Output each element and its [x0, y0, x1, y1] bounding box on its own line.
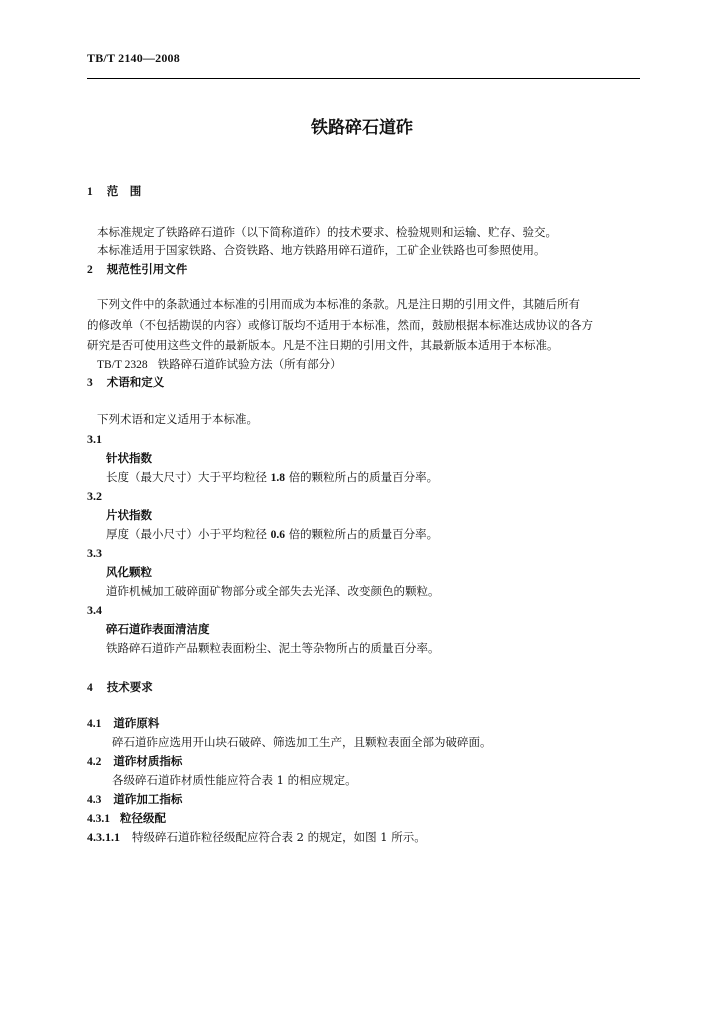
subsection-number: 4.3.1 [87, 813, 110, 825]
definition-text: 长度（最大尺寸）大于平均粒径 [106, 470, 267, 484]
section-2-heading [87, 261, 187, 278]
subsection-number: 4.1 [87, 718, 102, 730]
subsection-number: 4.2 [87, 756, 102, 768]
subsection-title: 道砟材质指标 [113, 754, 183, 768]
term-3-1-title: 针状指数 [106, 451, 152, 465]
subsection-number: 4.3 [87, 794, 102, 806]
section-number: 3 [87, 377, 93, 389]
term-3-1-number: 3.1 [87, 432, 102, 446]
header-rule [87, 78, 640, 79]
term-3-2-definition [106, 526, 438, 543]
s1-paragraph-2: 本标准适用于国家铁路、合资铁路、地方铁路用碎石道砟，工矿企业铁路也可参照使用。 [97, 243, 546, 257]
subsection-title: 粒径级配 [120, 811, 166, 825]
definition-value: 0.6 [270, 529, 286, 541]
term-3-1-definition [106, 469, 438, 486]
section-title: 技术要求 [106, 680, 153, 694]
term-3-4-title: 碎石道砟表面清洁度 [106, 622, 210, 636]
section-number: 2 [87, 264, 93, 276]
section-title: 规范性引用文件 [106, 262, 188, 276]
definition-text: 厚度（最小尺寸）小于平均粒径 [106, 527, 267, 541]
section-3-heading [87, 374, 164, 391]
definition-text: 倍的颗粒所占的质量百分率。 [288, 527, 439, 541]
s2-paragraph-line-3: 研究是否可使用这些文件的最新版本。凡是不注日期的引用文件，其最新版本适用于本标准。 [87, 338, 559, 352]
subsection-title: 道砟原料 [113, 716, 160, 730]
definition-text: 倍的颗粒所占的质量百分率。 [288, 470, 439, 484]
subsection-number: 4.3.1.1 [87, 830, 120, 844]
section-title: 术语和定义 [106, 375, 165, 389]
subsection-4-3-heading [87, 791, 182, 808]
s2-paragraph-line-2: 的修改单（不包括勘误的内容）或修订版均不适用于本标准，然而，鼓励根据本标准达成协议的各方 [87, 318, 593, 332]
subsection-4-2-text: 各级碎石道砟材质性能应符合表 1 的相应规定。 [112, 773, 357, 787]
document-title: 铁路碎石道砟 [311, 118, 413, 138]
s1-paragraph-1: 本标准规定了铁路碎石道砟（以下简称道砟）的技术要求、检验规则和运输、贮存、验交。 [97, 225, 557, 239]
reference-code: TB/T 2328 [97, 359, 148, 371]
subsection-text: 特级碎石道砟粒径级配应符合表 2 的规定，如图 1 所示。 [132, 830, 426, 844]
term-3-3-number: 3.3 [87, 546, 102, 560]
term-3-3-title: 风化颗粒 [106, 565, 152, 579]
section-number: 4 [87, 682, 93, 694]
term-3-2-number: 3.2 [87, 489, 102, 503]
subsection-4-3-1-heading [87, 810, 166, 827]
term-3-2-title: 片状指数 [106, 508, 152, 522]
section-number: 1 [87, 186, 93, 198]
subsection-4-3-1-1 [87, 829, 426, 845]
term-3-4-definition: 铁路碎石道砟产品颗粒表面粉尘、泥土等杂物所占的质量百分率。 [106, 641, 440, 655]
subsection-4-2-heading [87, 753, 182, 770]
page-header-code: TB/T 2140—2008 [87, 51, 180, 65]
s2-reference [97, 356, 342, 373]
term-3-3-definition: 道砟机械加工破碎面矿物部分或全部失去光泽、改变颜色的颗粒。 [106, 584, 440, 598]
definition-value: 1.8 [270, 472, 286, 484]
subsection-4-1-heading [87, 715, 159, 732]
section-1-heading [87, 183, 141, 200]
reference-title: 铁路碎石道砟试验方法（所有部分） [157, 357, 342, 371]
s3-intro: 下列术语和定义适用于本标准。 [97, 412, 258, 426]
subsection-4-1-text: 碎石道砟应选用开山块石破碎、筛选加工生产，且颗粒表面全部为破碎面。 [112, 735, 492, 749]
section-4-heading [87, 679, 153, 696]
s2-paragraph-line-1: 下列文件中的条款通过本标准的引用而成为本标准的条款。凡是注日期的引用文件，其随后所有 [97, 297, 580, 311]
subsection-title: 道砟加工指标 [113, 792, 183, 806]
section-title: 范 围 [106, 184, 142, 198]
term-3-4-number: 3.4 [87, 603, 102, 617]
